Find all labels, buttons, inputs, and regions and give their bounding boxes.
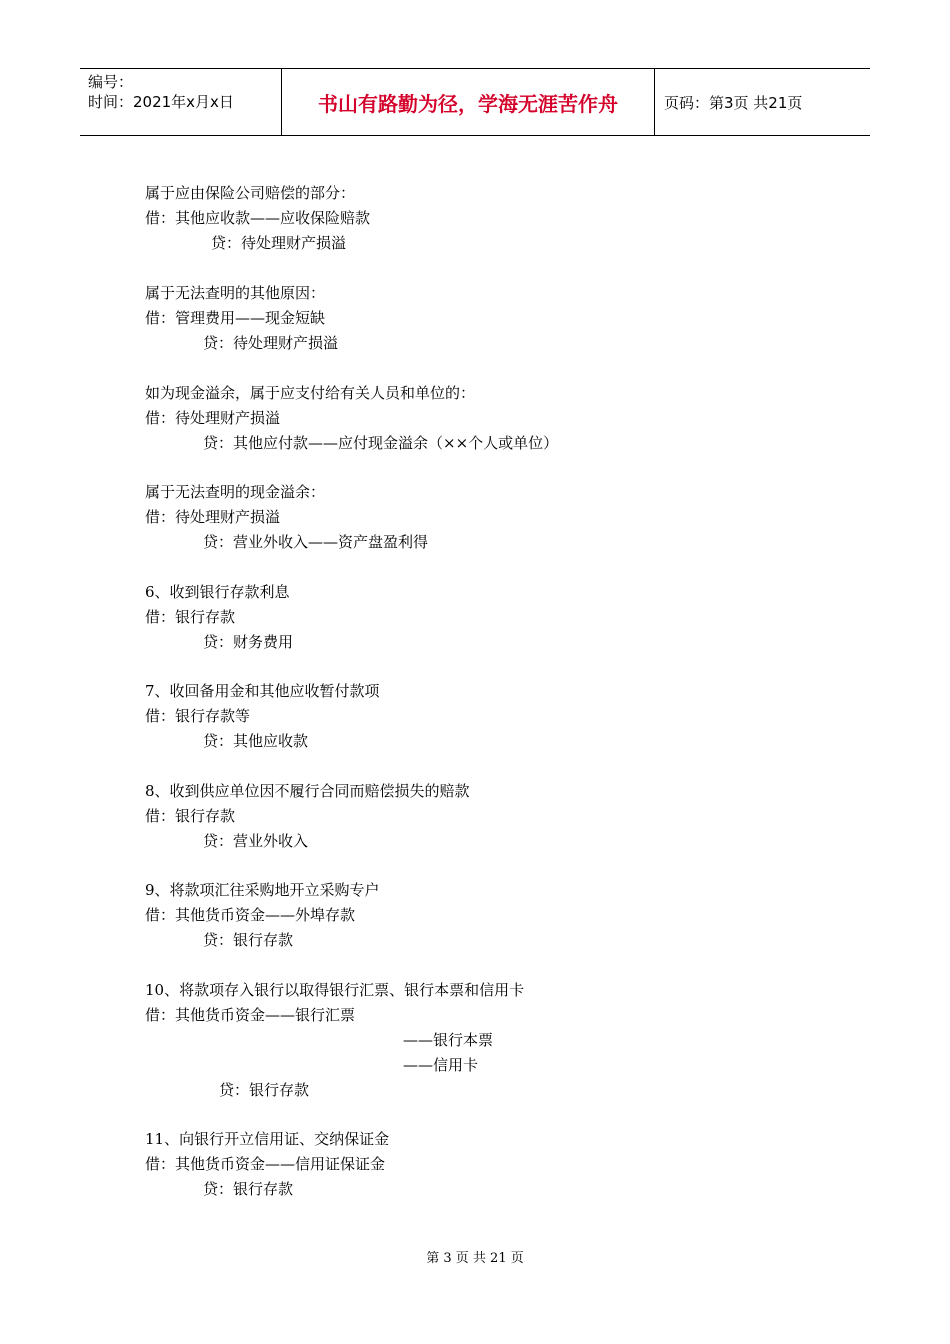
text-line: 属于无法查明的现金溢余： bbox=[145, 483, 326, 501]
text-line: 借：银行存款等 bbox=[145, 707, 251, 725]
time-label: 时间：2021年x月x日 bbox=[88, 93, 234, 111]
text-line: 借：待处理财产损溢 bbox=[145, 508, 281, 526]
header-top-rule bbox=[80, 68, 870, 69]
header-bottom-rule bbox=[80, 135, 870, 136]
text-line: 10、将款项存入银行以取得银行汇票、银行本票和信用卡 bbox=[145, 981, 525, 999]
text-line: 贷：待处理财产损溢 bbox=[203, 334, 339, 352]
text-line: 借：其他货币资金——外埠存款 bbox=[145, 906, 356, 924]
text-line: 借：其他货币资金——信用证保证金 bbox=[145, 1155, 386, 1173]
text-line: 如为现金溢余，属于应支付给有关人员和单位的： bbox=[145, 384, 476, 402]
text-line: 7、收回备用金和其他应收暂付款项 bbox=[145, 682, 380, 700]
text-line: ——信用卡 bbox=[403, 1056, 479, 1074]
text-line: 属于无法查明的其他原因： bbox=[145, 284, 326, 302]
header-motto: 书山有路勤为径，学海无涯苦作舟 bbox=[318, 92, 618, 116]
text-line: 贷：银行存款 bbox=[219, 1081, 310, 1099]
number-label: 编号： bbox=[88, 73, 134, 91]
text-line: 9、将款项汇往采购地开立采购专户 bbox=[145, 881, 380, 899]
text-line: ——银行本票 bbox=[403, 1031, 494, 1049]
text-line: 8、收到供应单位因不履行合同而赔偿损失的赔款 bbox=[145, 782, 470, 800]
page-number-label: 页码：第3页 共21页 bbox=[664, 94, 803, 112]
text-line: 贷：其他应收款 bbox=[203, 732, 309, 750]
page-footer: 第 3 页 共 21 页 bbox=[426, 1251, 524, 1266]
text-line: 贷：银行存款 bbox=[203, 931, 294, 949]
text-line: 借：银行存款 bbox=[145, 608, 236, 626]
text-line: 6、收到银行存款利息 bbox=[145, 583, 290, 601]
text-line: 属于应由保险公司赔偿的部分： bbox=[145, 184, 356, 202]
text-line: 贷：营业外收入 bbox=[203, 832, 309, 850]
text-line: 贷：营业外收入——资产盘盈利得 bbox=[203, 533, 429, 551]
header-divider-right bbox=[654, 68, 655, 136]
text-line: 借：管理费用——现金短缺 bbox=[145, 309, 326, 327]
text-line: 贷：其他应付款——应付现金溢余（××个人或单位） bbox=[203, 434, 559, 452]
text-line: 贷：银行存款 bbox=[203, 1180, 294, 1198]
text-line: 贷：待处理财产损溢 bbox=[211, 234, 347, 252]
text-line: 11、向银行开立信用证、交纳保证金 bbox=[145, 1130, 390, 1148]
text-line: 借：其他应收款——应收保险赔款 bbox=[145, 209, 371, 227]
text-line: 借：待处理财产损溢 bbox=[145, 409, 281, 427]
text-line: 借：其他货币资金——银行汇票 bbox=[145, 1006, 356, 1024]
text-line: 贷：财务费用 bbox=[203, 633, 294, 651]
header-meta bbox=[88, 72, 234, 112]
text-line: 借：银行存款 bbox=[145, 807, 236, 825]
